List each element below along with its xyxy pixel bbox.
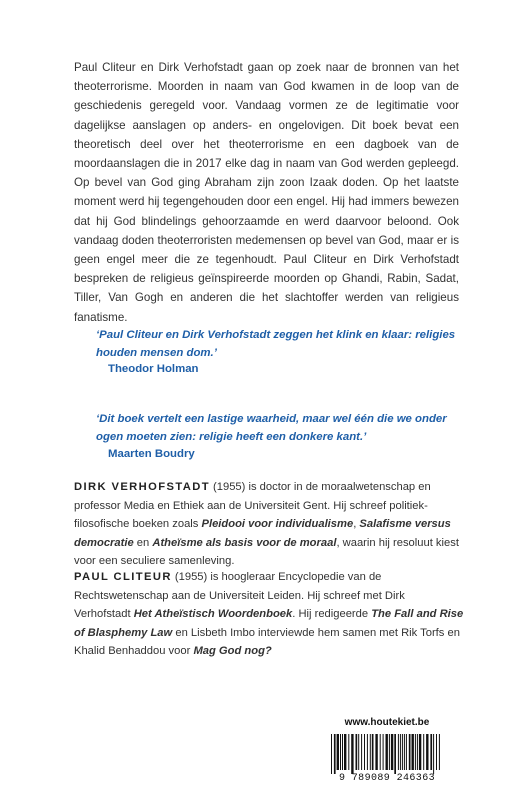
barcode-bar: [383, 734, 384, 770]
author-bio-verhofstadt: [74, 478, 464, 571]
barcode-bar: [331, 734, 332, 774]
barcode-bars: [329, 734, 445, 774]
barcode-bar: [348, 734, 349, 770]
barcode-bar: [344, 734, 346, 770]
bio-text: en Lisbeth Imbo interviewde hem samen met Rik Torfs en Khalid Benhaddou voor: [74, 626, 460, 658]
barcode-bar: [433, 734, 434, 774]
barcode-bar: [340, 734, 341, 770]
barcode-bar: [423, 734, 424, 770]
barcode-bar: [361, 734, 362, 770]
barcode-bar: [439, 734, 440, 770]
book-title: The Fall and Rise of Blasphemy Law: [74, 608, 464, 639]
barcode-bar: [426, 734, 428, 770]
bio-text: (1955) is doctor in de moraalwetenschap en professor Media en Ethiek aan de Universiteit Gent. Hij schreef politiek-filosofische boeken zoals: [74, 481, 431, 531]
barcode-bar: [358, 734, 359, 770]
barcode-bar: [372, 734, 374, 770]
bio-text: ,: [353, 518, 360, 531]
barcode-bar: [402, 734, 403, 770]
author-bio-cliteur: [74, 568, 464, 661]
bio-text: , waarin hij resoluut kiest voor een seculiere samenleving.: [74, 536, 459, 568]
book-title: Het Atheïstisch Woordenboek: [133, 608, 293, 621]
barcode-bar: [364, 734, 365, 770]
barcode-bar: [398, 734, 399, 770]
barcode-bar: [334, 734, 336, 774]
bio-text: . Hij redigeerde: [292, 608, 372, 621]
bio-text: en: [133, 536, 153, 549]
barcode-bar: [391, 734, 393, 770]
isbn-number: 9 789089 246363: [338, 773, 435, 784]
barcode-bar: [375, 734, 377, 770]
book-title: Atheïsme als basis voor de moraal: [152, 536, 337, 549]
book-title: Salafisme versus democratie: [74, 518, 451, 549]
barcode-bar: [389, 734, 390, 770]
barcode-bar: [430, 734, 432, 770]
barcode-bar: [356, 734, 358, 770]
barcode-bar: [400, 734, 401, 770]
barcode-bar: [406, 734, 407, 770]
barcode-bar: [337, 734, 339, 770]
barcode-bar: [436, 734, 437, 770]
review-author-2: Maarten Boudry: [108, 448, 195, 460]
barcode-bar: [386, 734, 388, 770]
blurb-paragraph: Paul Cliteur en Dirk Verhofstadt gaan op zoek naar de bronnen van het theoterrorisme. Moorden in naam van God kwamen in de loop van de geschiedenis geregeld voor. Vandaag vormen ze de legitimatie voor dagelijkse aanslagen op anders- en ongelovigen. Dit boek bevat een theoretisch deel over het theoterrorisme en een dagboek van de moordaanslagen die in 2017 elke dag in naam van God werden gepleegd. Op bevel van God ging Abraham zijn zoon Izaak doden. Op het laatste moment werd hij tegengehouden door een engel. Hij had immers bewezen dat hij God blindelings gehoorzaamde en werd daarvoor beloond. Ook vandaag doden theoterroristen medemensen op bevel van God, maar er is geen engel meer die ze tegenhoudt. Paul Cliteur en Dirk Verhofstadt bespreken de religieus geïnspireerde moorden op Ghandi, Rabin, Sadat, Tiller, Van Gogh en anderen die het slachtoffer werden van religieus fanatisme.: [74, 61, 459, 324]
barcode-bar: [342, 734, 343, 770]
barcode-bar: [394, 734, 396, 774]
barcode-bar: [380, 734, 381, 770]
book-title: Pleidooi voor individualisme: [201, 518, 354, 531]
review-quote-1: ‘Paul Cliteur en Dirk Verhofstadt zeggen het klink en klaar: religies houden mensen dom.’: [96, 329, 456, 360]
barcode-bar: [415, 734, 416, 770]
author-name: DIRK VERHOFSTADT: [74, 481, 210, 493]
barcode-bar: [367, 734, 368, 770]
barcode-bar: [409, 734, 411, 770]
barcode-bar: [419, 734, 421, 770]
barcode-bar: [417, 734, 418, 770]
isbn-barcode-block: [323, 717, 451, 787]
review-quote-2: ‘Dit boek vertelt een lastige waarheid, maar wel één die we onder ogen moeten zien: religie heeft een donkere kant.’: [96, 413, 447, 444]
bio-text: (1955) is hoogleraar Encyclopedie van de Rechtswetenschap aan de Universiteit Leiden. Hij schreef met Dirk Verhofstadt: [74, 571, 405, 621]
barcode-bar: [412, 734, 414, 770]
author-name: PAUL CLITEUR: [74, 571, 172, 583]
review-author-1: Theodor Holman: [108, 363, 199, 375]
barcode-bar: [351, 734, 353, 774]
book-title: Mag God nog?: [193, 645, 272, 658]
barcode-bar: [370, 734, 371, 770]
publisher-url: www.houtekiet.be: [344, 717, 430, 728]
barcode-bar: [404, 734, 405, 770]
